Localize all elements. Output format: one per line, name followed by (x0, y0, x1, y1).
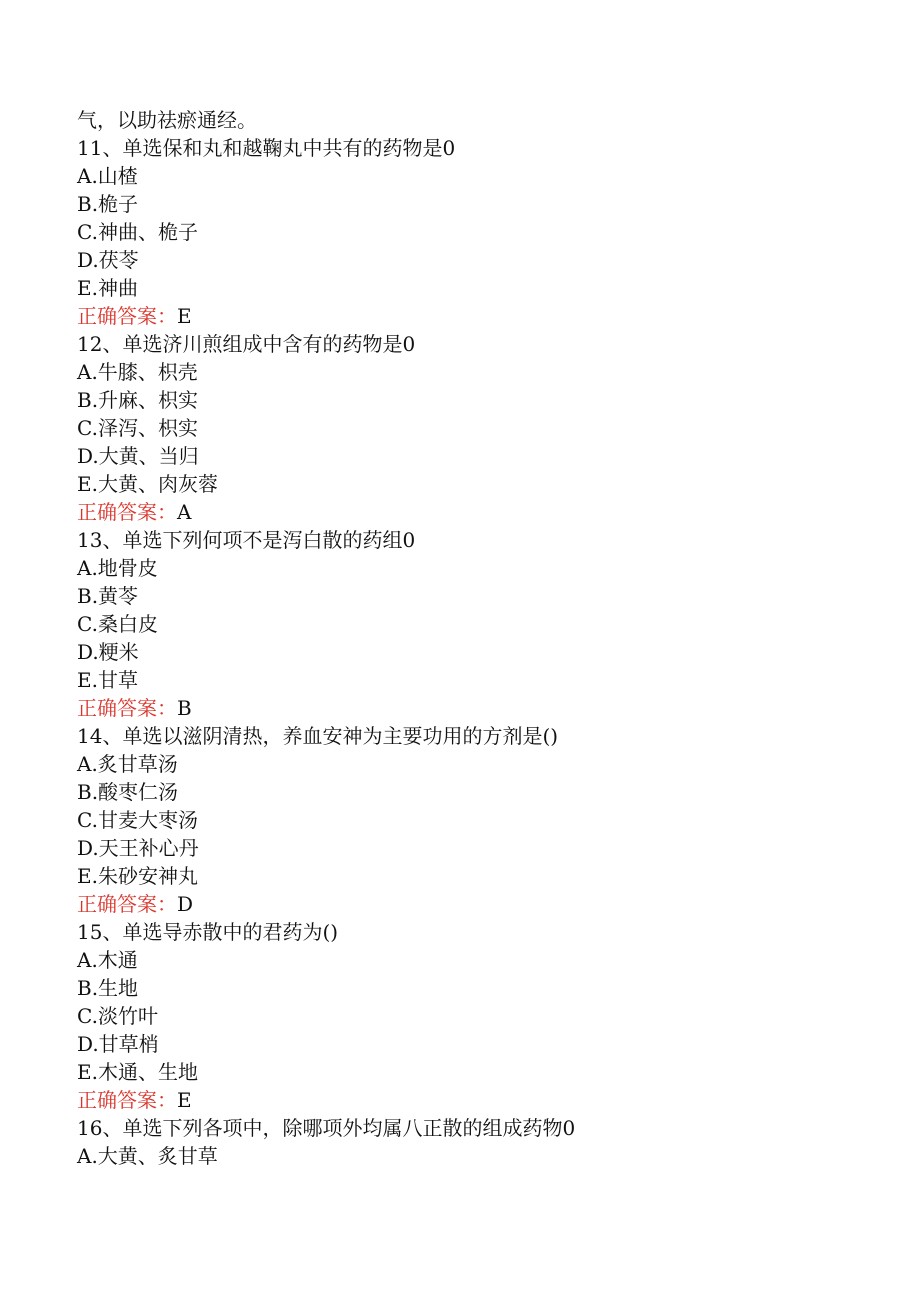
question-block (77, 722, 880, 918)
correct-answer-label: 正确答案： (77, 892, 177, 916)
answer-option: E.神曲 (77, 276, 138, 300)
answer-option: D.大黄、当归 (77, 444, 199, 468)
answer-option: C.泽泻、枳实 (77, 416, 198, 440)
answer-option: A.炙甘草汤 (77, 752, 178, 776)
answer-option: E.朱砂安神丸 (77, 864, 198, 888)
correct-answer-value: B (177, 696, 192, 720)
answer-option: A.牛膝、枳壳 (77, 360, 198, 384)
correct-answer-label: 正确答案： (77, 696, 177, 720)
answer-option: D.天王补心丹 (77, 836, 199, 860)
question-stem: 12、单选济川煎组成中含有的药物是0 (77, 332, 416, 356)
document-body (77, 106, 880, 1170)
question-stem: 13、单选下列何项不是泻白散的药组0 (77, 528, 416, 552)
question-stem: 14、单选以滋阴清热，养血安神为主要功用的方剂是() (77, 724, 559, 748)
question-block (77, 526, 880, 722)
correct-answer-value: A (177, 500, 192, 524)
question-stem: 16、单选下列各项中，除哪项外均属八正散的组成药物0 (77, 1116, 576, 1140)
answer-option: A.山楂 (77, 164, 138, 188)
correct-answer (77, 498, 880, 526)
question-list (77, 134, 880, 1170)
correct-answer (77, 1086, 880, 1114)
correct-answer-label: 正确答案： (77, 500, 177, 524)
answer-option: E.木通、生地 (77, 1060, 198, 1084)
answer-option: B.生地 (77, 976, 139, 1000)
correct-answer (77, 694, 880, 722)
question-block (77, 1114, 880, 1170)
question-block (77, 918, 880, 1114)
question-block (77, 330, 880, 526)
correct-answer-value: D (177, 892, 194, 916)
answer-option: B.升麻、枳实 (77, 388, 199, 412)
correct-answer (77, 890, 880, 918)
answer-option: E.大黄、肉灰蓉 (77, 472, 218, 496)
correct-answer-value: E (177, 1088, 192, 1112)
correct-answer-label: 正确答案： (77, 1088, 177, 1112)
answer-option: C.神曲、桅子 (77, 220, 198, 244)
answer-option: B.桅子 (77, 192, 139, 216)
answer-option: D.甘草梢 (77, 1032, 159, 1056)
answer-option: C.桑白皮 (77, 612, 158, 636)
question-block (77, 134, 880, 330)
answer-option: C.淡竹叶 (77, 1004, 158, 1028)
answer-option: A.地骨皮 (77, 556, 158, 580)
correct-answer-value: E (177, 304, 192, 328)
answer-option: B.酸枣仁汤 (77, 780, 179, 804)
answer-option: C.甘麦大枣汤 (77, 808, 198, 832)
correct-answer (77, 302, 880, 330)
question-stem: 11、单选保和丸和越鞠丸中共有的药物是0 (77, 136, 456, 160)
question-stem: 15、单选导赤散中的君药为() (77, 920, 339, 944)
answer-option: D.茯苓 (77, 248, 139, 272)
answer-option: A.大黄、炙甘草 (77, 1144, 218, 1168)
intro-fragment: 气，以助祛瘀通经。 (77, 108, 257, 132)
answer-option: E.甘草 (77, 668, 138, 692)
answer-option: D.粳米 (77, 640, 139, 664)
answer-option: A.木通 (77, 948, 138, 972)
correct-answer-label: 正确答案： (77, 304, 177, 328)
answer-option: B.黄苓 (77, 584, 139, 608)
